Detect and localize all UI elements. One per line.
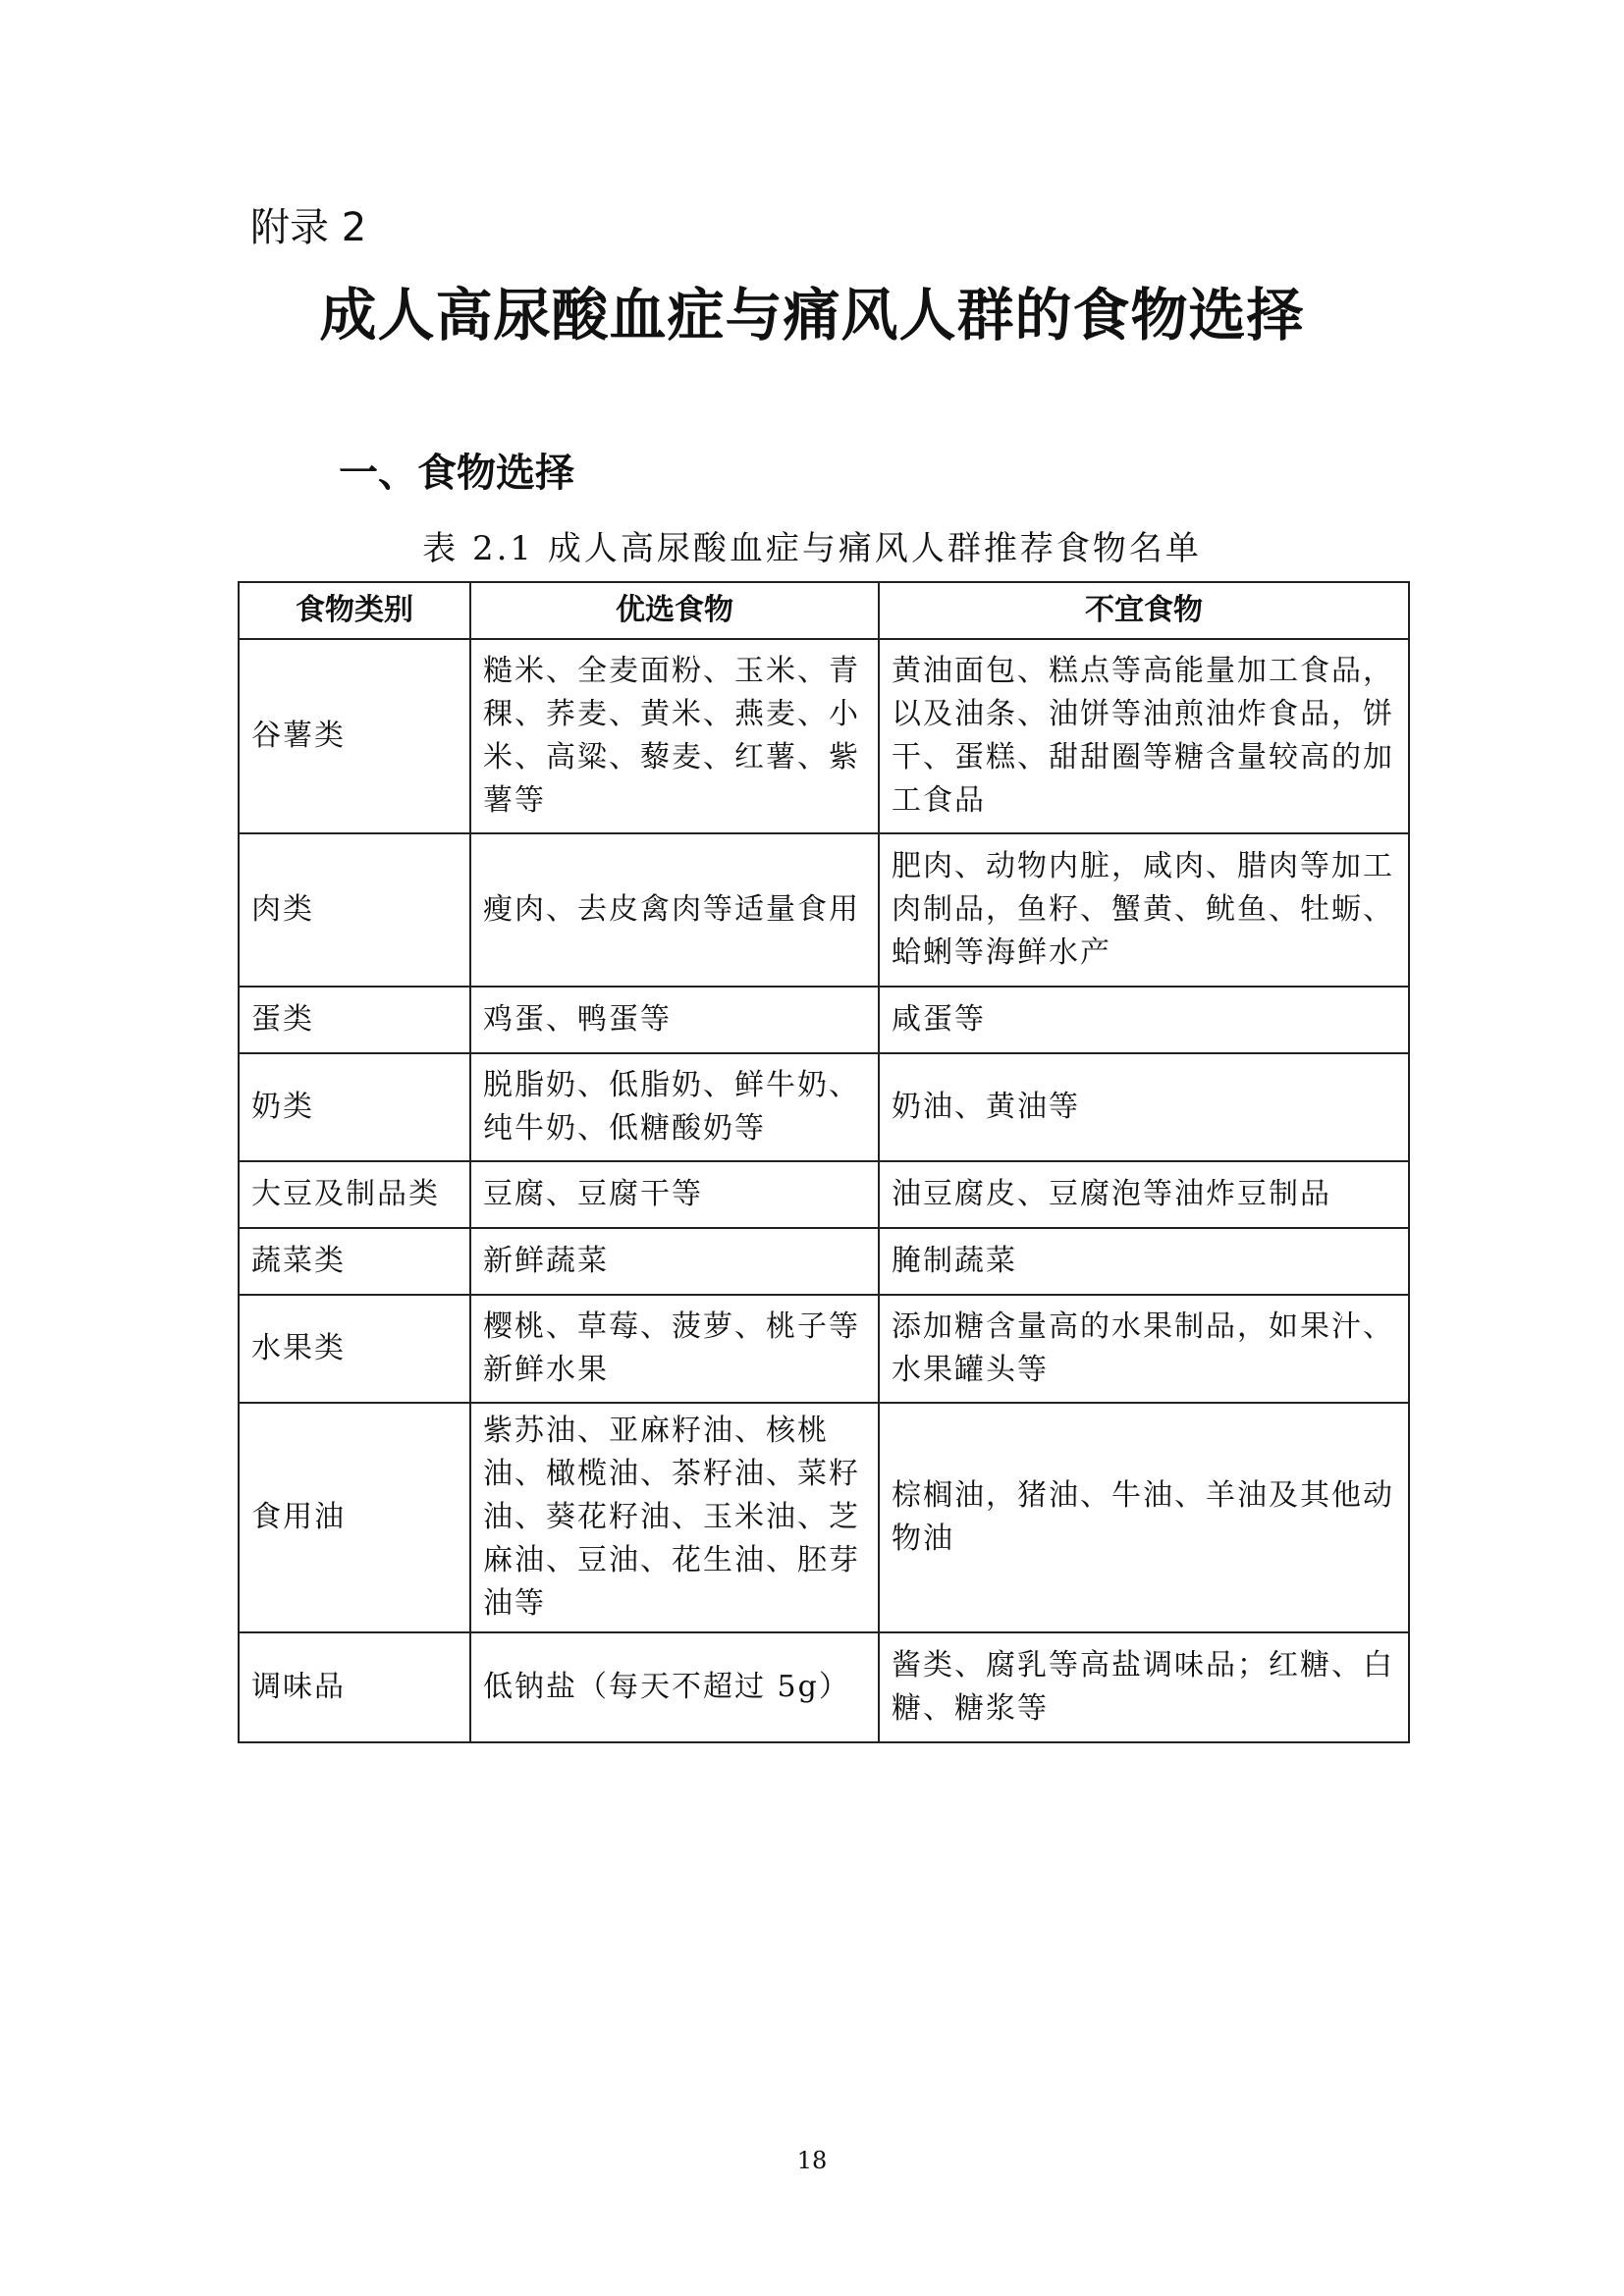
cell-avoid: 咸蛋等 — [879, 987, 1409, 1053]
page-number: 18 — [796, 2147, 828, 2174]
document-title: 成人高尿酸血症与痛风人群的食物选择 — [319, 282, 1305, 348]
table-row — [239, 1053, 1409, 1161]
cell-recommended: 豆腐、豆腐干等 — [470, 1161, 879, 1228]
cell-recommended: 鸡蛋、鸭蛋等 — [470, 987, 879, 1053]
table-row — [239, 833, 1409, 987]
cell-category: 蔬菜类 — [239, 1228, 470, 1295]
cell-recommended: 糙米、全麦面粉、玉米、青稞、荞麦、黄米、燕麦、小米、高粱、藜麦、红薯、紫薯等 — [470, 639, 879, 833]
cell-avoid: 油豆腐皮、豆腐泡等油炸豆制品 — [879, 1161, 1409, 1228]
cell-recommended: 新鲜蔬菜 — [470, 1228, 879, 1295]
cell-avoid: 奶油、黄油等 — [879, 1053, 1409, 1161]
header-avoid: 不宜食物 — [879, 582, 1409, 639]
cell-avoid: 酱类、腐乳等高盐调味品；红糖、白糖、糖浆等 — [879, 1632, 1409, 1742]
table-row — [239, 1295, 1409, 1403]
cell-recommended: 低钠盐（每天不超过 5g） — [470, 1632, 879, 1742]
cell-avoid: 棕榈油，猪油、牛油、羊油及其他动物油 — [879, 1403, 1409, 1632]
cell-recommended: 紫苏油、亚麻籽油、核桃油、橄榄油、茶籽油、菜籽油、葵花籽油、玉米油、芝麻油、豆油、花生油、胚芽油等 — [470, 1403, 879, 1632]
cell-avoid: 添加糖含量高的水果制品，如果汁、水果罐头等 — [879, 1295, 1409, 1403]
cell-avoid: 肥肉、动物内脏，咸肉、腊肉等加工肉制品，鱼籽、蟹黄、鱿鱼、牡蛎、蛤蜊等海鲜水产 — [879, 833, 1409, 987]
table-row — [239, 1632, 1409, 1742]
cell-category: 调味品 — [239, 1632, 470, 1742]
cell-recommended: 脱脂奶、低脂奶、鲜牛奶、纯牛奶、低糖酸奶等 — [470, 1053, 879, 1161]
section-heading: 一、食物选择 — [339, 451, 574, 496]
table-row — [239, 639, 1409, 833]
food-selection-table — [238, 581, 1410, 1743]
table-caption: 表 2.1 成人高尿酸血症与痛风人群推荐食物名单 — [422, 529, 1202, 568]
cell-recommended: 瘦肉、去皮禽肉等适量食用 — [470, 833, 879, 987]
table-row — [239, 987, 1409, 1053]
cell-category: 肉类 — [239, 833, 470, 987]
table-row — [239, 1161, 1409, 1228]
table-row — [239, 1403, 1409, 1632]
header-category: 食物类别 — [239, 582, 470, 639]
cell-avoid: 腌制蔬菜 — [879, 1228, 1409, 1295]
cell-category: 水果类 — [239, 1295, 470, 1403]
cell-avoid: 黄油面包、糕点等高能量加工食品，以及油条、油饼等油煎油炸食品，饼干、蛋糕、甜甜圈等糖含量较高的加工食品 — [879, 639, 1409, 833]
header-recommended: 优选食物 — [470, 582, 879, 639]
cell-category: 谷薯类 — [239, 639, 470, 833]
table-header-row — [239, 582, 1409, 639]
cell-category: 蛋类 — [239, 987, 470, 1053]
cell-category: 食用油 — [239, 1403, 470, 1632]
table-row — [239, 1228, 1409, 1295]
cell-category: 大豆及制品类 — [239, 1161, 470, 1228]
appendix-label: 附录 2 — [250, 205, 367, 250]
cell-recommended: 樱桃、草莓、菠萝、桃子等新鲜水果 — [470, 1295, 879, 1403]
cell-category: 奶类 — [239, 1053, 470, 1161]
